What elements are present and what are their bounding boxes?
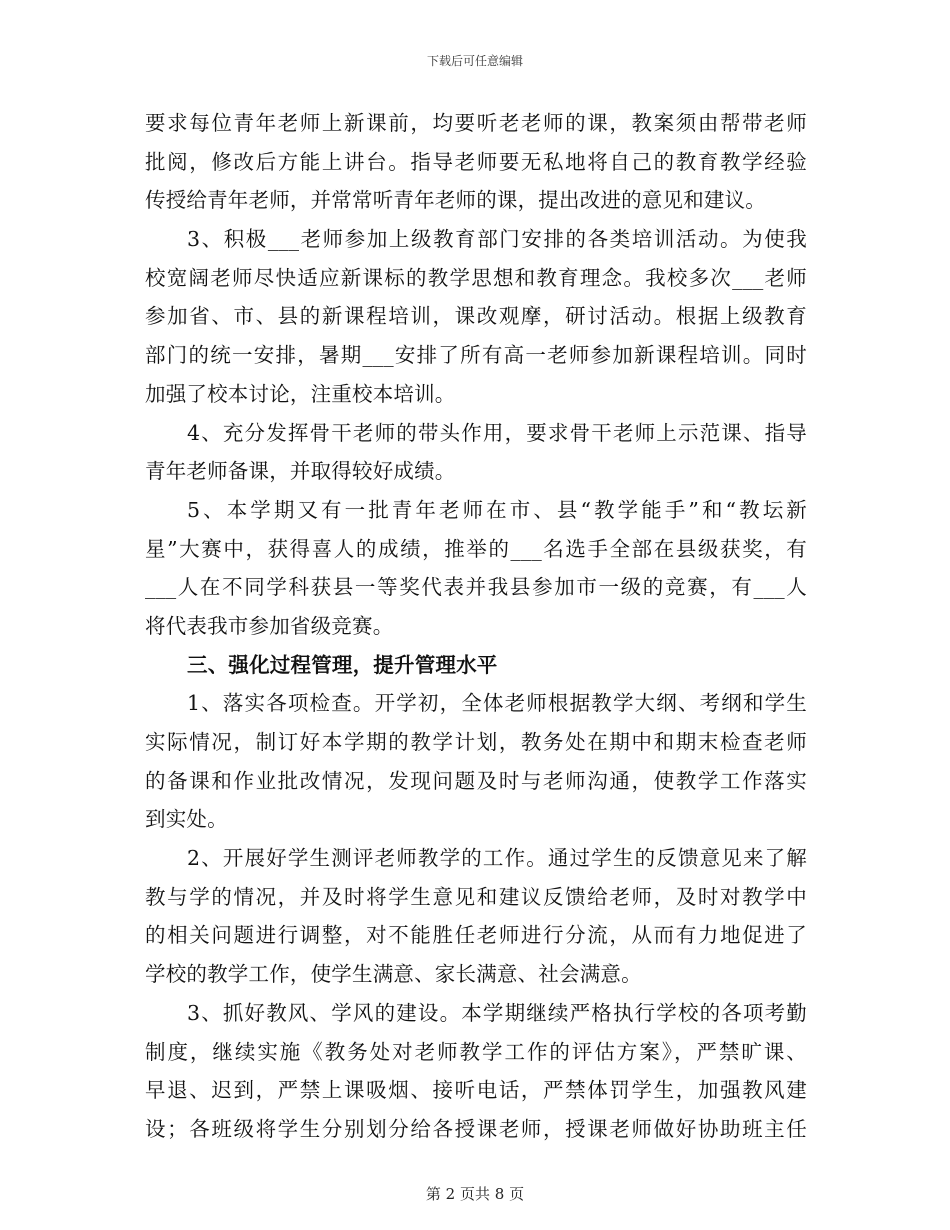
paragraph-line: 青年老师备课，并取得较好成绩。 <box>145 459 456 484</box>
paragraph-line: 加强了校本讨论，注重校本培训。 <box>145 381 456 406</box>
paragraph-line: 3、抓好教风、学风的建设。本学期继续严格执行学校的各项考勤 <box>187 1000 807 1025</box>
paragraph-line: 设；各班级将学生分别划分给各授课老师，授课老师做好协助班主任 <box>145 1116 807 1141</box>
paragraph-line: 制度，继续实施《教务处对老师教学工作的评估方案》，严禁旷课、 <box>145 1039 807 1064</box>
paragraph-line: 要求每位青年老师上新课前，均要听老老师的课，教案须由帮带老师 <box>145 111 807 135</box>
paragraph-line: 批阅，修改后方能上讲台。指导老师要无私地将自己的教育教学经验 <box>145 149 807 174</box>
document-body <box>145 104 807 1149</box>
paragraph-line: 传授给青年老师，并常常听青年老师的课，提出改进的意见和建议。 <box>145 188 766 213</box>
paragraph-line: 3、积极___老师参加上级教育部门安排的各类培训活动。为使我 <box>187 227 807 252</box>
paragraph-line: 2、开展好学生测评老师教学的工作。通过学生的反馈意见来了解 <box>187 846 807 871</box>
paragraph-line: 参加省、市、县的新课程培训，课改观摩，研讨活动。根据上级教育 <box>145 304 807 329</box>
paragraph-line: 将代表我市参加省级竞赛。 <box>145 613 394 638</box>
paragraph-line: 1、落实各项检查。开学初，全体老师根据教学大纲、考纲和学生 <box>187 691 807 716</box>
paragraph-line: 4、充分发挥骨干老师的带头作用，要求骨干老师上示范课、指导 <box>187 420 807 445</box>
paragraph-line: 早退、迟到，严禁上课吸烟、接听电话，严禁体罚学生，加强教风建 <box>145 1078 807 1103</box>
paragraph-line: ___人在不同学科获县一等奖代表并我县参加市一级的竞赛，有___人 <box>145 575 807 600</box>
page-header: 下载后可任意编辑 <box>426 54 523 68</box>
paragraph-line: 部门的统一安排，暑期___安排了所有高一老师参加新课程培训。同时 <box>145 343 807 368</box>
paragraph-line: 的相关问题进行调整，对不能胜任老师进行分流，从而有力地促进了 <box>145 923 807 948</box>
paragraph-line: 学校的教学工作，使学生满意、家长满意、社会满意。 <box>145 962 642 987</box>
paragraph-line: 校宽阔老师尽快适应新课标的教学思想和教育理念。我校多次___老师 <box>145 265 807 290</box>
paragraph-line: 到实处。 <box>145 807 228 832</box>
paragraph-line: 实际情况，制订好本学期的教学计划，教务处在期中和期末检查老师 <box>145 730 807 754</box>
paragraph-line: 5、本学期又有一批青年老师在市、县“教学能手”和“教坛新 <box>187 497 807 522</box>
page-number: 第 2 页共 8 页 <box>425 1185 525 1203</box>
paragraph-line: 的备课和作业批改情况，发现问题及时与老师沟通，使教学工作落实 <box>145 768 807 793</box>
paragraph-line: 教与学的情况，并及时将学生意见和建议反馈给老师，及时对教学中 <box>145 884 807 909</box>
paragraph-line: 星”大赛中，获得喜人的成绩，推举的___名选手全部在县级获奖，有 <box>145 536 807 561</box>
section-heading: 三、强化过程管理，提升管理水平 <box>187 652 498 677</box>
